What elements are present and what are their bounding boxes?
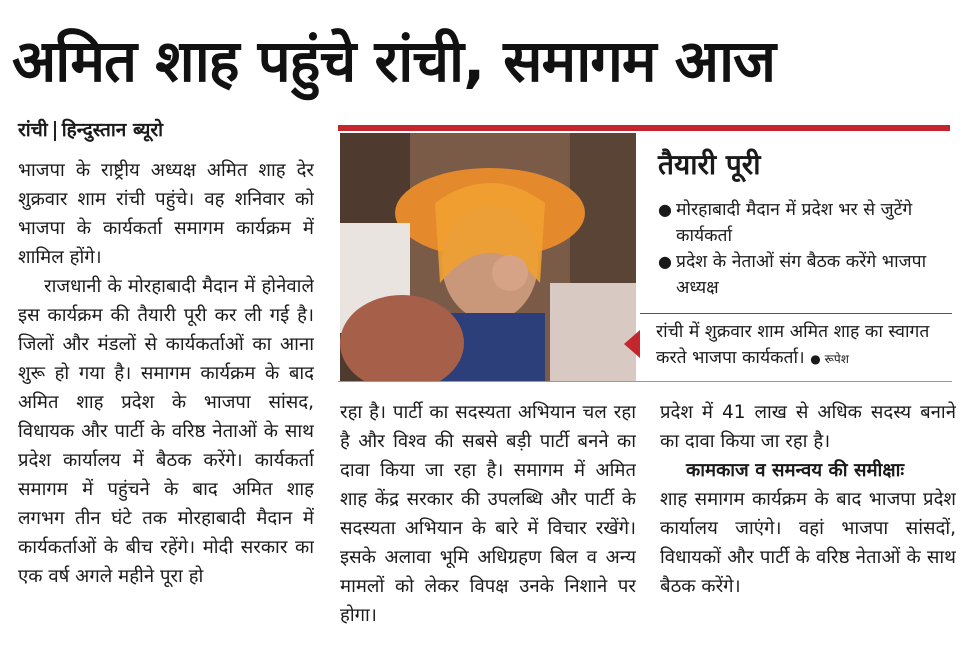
accent-bar [338, 125, 950, 131]
photo-caption [656, 319, 948, 372]
subheading: कामकाज व समन्वय की समीक्षाः [686, 460, 905, 481]
dateline-source: हिन्दुस्तान ब्यूरो [61, 119, 164, 141]
article-column-2 [340, 398, 636, 638]
dateline-place: रांची [18, 119, 48, 141]
paragraph: राजधानी के मोरहाबादी मैदान में होनेवाले इस कार्यक्रम की तैयारी पूरी कर ली गई है। जिलों और मंडलों से कार्यकर्ताओं का आना शुरू हो गया है। समागम कार्यक्रम के बाद अमित शाह प्रदेश के भाजपा सांसद, विधायक और पार्टी के वरिष्ठ नेताओं के साथ प्रदेश कार्यालय में बैठक करेंगे। कार्यकर्ता समागम में पहुंचने के बाद अमित शाह लगभग तीन घंटे तक मोरहाबादी मैदान में कार्यकर्ताओं के बीच रहेंगे। मोदी सरकार का एक वर्ष अगले महीने पूरा हो [18, 276, 314, 587]
divider [338, 381, 952, 382]
panel-bullet [658, 197, 948, 249]
bullet-icon: ● [658, 200, 672, 219]
photo-illustration [340, 133, 636, 381]
info-panel [640, 133, 952, 381]
photo-credit: ● रूपेश [810, 352, 849, 366]
caption-text: रांची में शुक्रवार शाम अमित शाह का स्वागत करते भाजपा कार्यकर्ता। [656, 322, 930, 368]
paragraph: भाजपा के राष्ट्रीय अध्यक्ष अमित शाह देर शुक्रवार शाम रांची पहुंचे। वह शनिवार को भाजपा के कार्यकर्ता समागम कार्यक्रम में शामिल होंगे। [18, 160, 314, 268]
bullet-icon: ● [658, 252, 672, 271]
panel-bullet-text: प्रदेश के नेताओं संग बैठक करेंगे भाजपा अध्यक्ष [676, 252, 927, 298]
paragraph: रहा है। पार्टी का सदस्यता अभियान चल रहा है और विश्व की सबसे बड़ी पार्टी बनने का दावा किया जा रहा है। समागम में अमित शाह केंद्र सरकार की उपलब्धि और पार्टी के सदस्यता अभियान के बारे में विचार रखेंगे। इसके अलावा भूमि अधिग्रहण बिल व अन्य मामलों को लेकर विपक्ष उनके निशाने पर होगा। [340, 402, 636, 626]
panel-title: तैयारी पूरी [658, 148, 761, 181]
panel-bullet [658, 249, 948, 301]
panel-bullet-list [658, 197, 948, 301]
headline: अमित शाह पहुंचे रांची, समागम आज [12, 27, 776, 95]
dateline-separator [54, 121, 56, 141]
article-column-3 [660, 398, 956, 638]
paragraph: शाह समागम कार्यक्रम के बाद भाजपा प्रदेश कार्यालय जाएंगे। वहां भाजपा सांसदों, विधायकों और पार्टी के वरिष्ठ नेताओं के साथ बैठक करेंगे। [660, 489, 956, 597]
panel-bullet-text: मोरहाबादी मैदान में प्रदेश भर से जुटेंगे कार्यकर्ता [676, 200, 913, 246]
caption-pointer-icon [624, 330, 640, 358]
dateline [18, 116, 163, 142]
caption-divider [640, 313, 952, 314]
paragraph: प्रदेश में 41 लाख से अधिक सदस्य बनाने का दावा किया जा रहा है। [660, 402, 956, 452]
article-column-1 [18, 156, 314, 636]
news-photo [340, 133, 636, 381]
